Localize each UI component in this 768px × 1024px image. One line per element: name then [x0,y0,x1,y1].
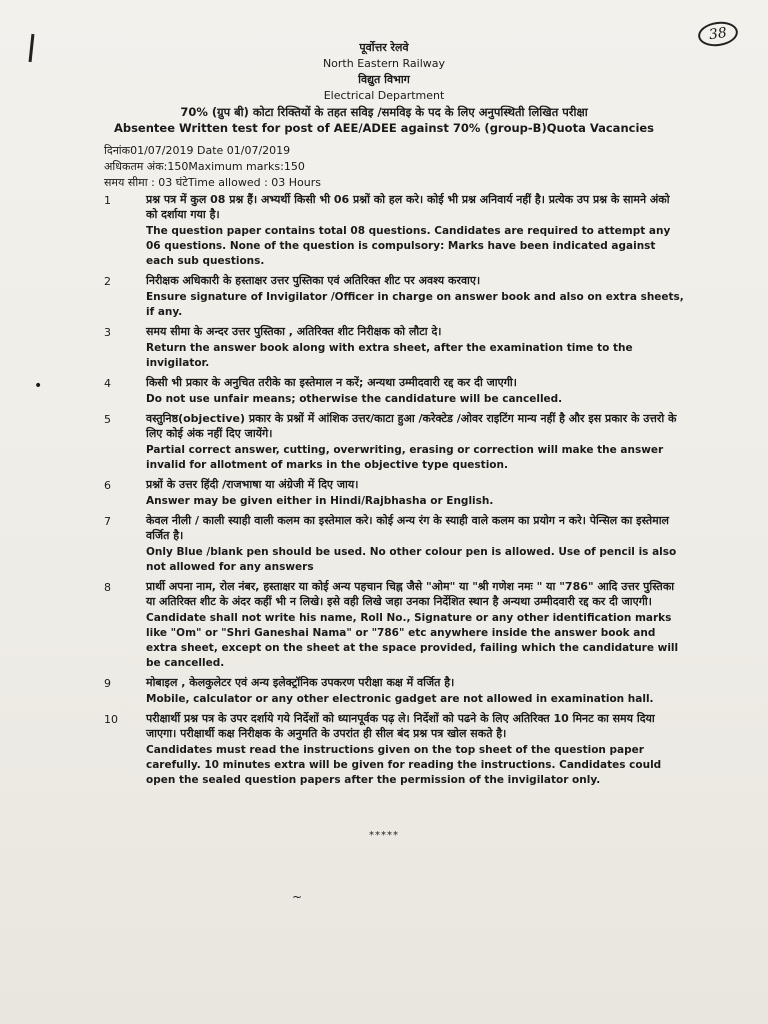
instruction-number: 2 [104,275,111,288]
header-dept-english: Electrical Department [323,89,445,102]
instruction-english: Mobile, calculator or any other electronic gadget are not allowed in examination hall. [146,693,654,705]
instruction-body [146,273,684,320]
scan-mark: • [34,378,43,394]
instruction-body [146,375,684,407]
document-header [0,40,768,136]
instruction-english: Only Blue /blank pen should be used. No other colour pen is allowed. Use of pencil is also not allowed for any answers [146,546,677,573]
instruction-english: Candidates must read the instructions given on the top sheet of the question paper carefully. 10 minutes extra will be given for reading the instructions. Candidates could open the sealed question papers after the permission of the invigilator only. [146,744,662,786]
scan-mark: ~ [292,890,303,904]
instruction-item [104,579,684,671]
header-exam-hindi: 70% (ग्रुप बी) कोटा रिक्तियों के तहत सविइ /समविइ के पद के लिए अनुपस्थिती लिखित परीक्षा [180,105,588,119]
instruction-hindi: निरीक्षक अधिकारी के हस्ताक्षर उत्तर पुस्तिका एवं अतिरिक्त शीट पर अवश्य करवाए। [146,274,481,287]
header-dept-hindi: विद्युत विभाग [358,73,410,86]
instruction-item [104,324,684,371]
instruction-hindi: समय सीमा के अन्दर उत्तर पुस्तिका , अतिरिक्त शीट निरीक्षक को लौटा दे। [146,325,442,338]
instruction-item [104,513,684,575]
instruction-hindi: किसी भी प्रकार के अनुचित तरीके का इस्तेमाल न करें; अन्यथा उम्मीदवारी रद्द कर दी जाएगी। [146,376,517,389]
instruction-hindi: वस्तुनिष्ठ(objective) प्रकार के प्रश्नों में आंशिक उत्तर/काटा हुआ /करेक्टेड /ओवर राइटिंग मान्य नहीं है और इस प्रकार के उत्तरो के लिए कोई अंक नहीं दिए जायेंगे। [146,412,677,440]
instruction-list [104,192,684,792]
instruction-item [104,411,684,473]
instruction-item [104,192,684,269]
instruction-item [104,477,684,509]
instruction-hindi: परीक्षार्थी प्रश्न पत्र के उपर दर्शाये गये निर्देशों को ध्यानपूर्वक पढ़ ले। निर्देशों को पढने के लिए अतिरिक्त 10 मिनट का समय दिया जाएगा। परीक्षार्थी कक्ष निरीक्षक के अनुमति के उपरांत ही सील बंद प्रश्न पत्र खोल सकते है। [146,712,655,740]
instruction-english: Ensure signature of Invigilator /Officer in charge on answer book and also on extra sheets, if any. [146,291,684,318]
instruction-number: 9 [104,677,111,690]
instruction-english: Answer may be given either in Hindi/Rajbhasha or English. [146,495,494,507]
instruction-hindi: प्रार्थी अपना नाम, रोल नंबर, हस्ताक्षर या कोई अन्य पहचान चिह्न जैसे "ओम" या "श्री गणेश नमः " या "786" आदि उत्तर पुस्तिका या अतिरिक्त शीट के अंदर कहीं भी न लिखे। इसे वही लिखे जहा उनका निर्देशित स्थान है अन्यथा उम्मीदवारी रद्द कर दी जाएगी। [146,580,675,608]
instruction-english: Candidate shall not write his name, Roll No., Signature or any other identification marks like "Om" or "Shri Ganeshai Nama" or "786" etc anywhere inside the answer book and extra sheet, except on the sheet at the space provided, failing which the candidature will be cancelled. [146,612,679,669]
instruction-body [146,579,684,671]
header-railway-hindi: पूर्वोत्तर रेलवे [359,41,409,54]
instruction-number: 4 [104,377,111,390]
instruction-hindi: मोबाइल , केलकुलेटर एवं अन्य इलेक्ट्रॉनिक उपकरण परीक्षा कक्ष में वर्जित है। [146,676,455,689]
instruction-body [146,192,684,269]
instruction-hindi: प्रश्न पत्र में कुल 08 प्रश्न हैं। अभ्यर्थी किसी भी 06 प्रश्नों को हल करे। कोई भी प्रश्न अनिवार्य नहीं है। प्रत्येक उप प्रश्न के सामने अंको को दर्शाया गया है। [146,193,670,221]
header-railway-english: North Eastern Railway [322,57,446,70]
instruction-hindi: प्रश्नों के उत्तर हिंदी /राजभाषा या अंग्रेजी में दिए जाय। [146,478,359,491]
exam-marks: अधिकतम अंक:150Maximum marks:150 [104,160,305,173]
instruction-item [104,375,684,407]
instruction-number: 7 [104,515,111,528]
header-exam-english: Absentee Written test for post of AEE/ADEE against 70% (group-B)Quota Vacancies [113,121,655,135]
instruction-item [104,273,684,320]
exam-time: समय सीमा : 03 घंटेTime allowed : 03 Hours [104,176,322,189]
instruction-body [146,324,684,371]
instruction-english: Partial correct answer, cutting, overwriting, erasing or correction will make the answer invalid for allotment of marks in the objective type question. [146,444,664,471]
instruction-body [146,513,684,575]
instruction-number: 10 [104,713,118,726]
instruction-hindi: केवल नीली / काली स्याही वाली कलम का इस्तेमाल करे। कोई अन्य रंग के स्याही वाले कलम का प्रयोग न करे। पेन्सिल का इस्तेमाल वर्जित है। [146,514,670,542]
instruction-number: 3 [104,326,111,339]
exam-date: दिनांक01/07/2019 Date 01/07/2019 [104,144,291,157]
instruction-body [146,711,684,788]
instruction-number: 6 [104,479,111,492]
instruction-item [104,711,684,788]
instruction-body [146,477,684,509]
instruction-number: 8 [104,581,111,594]
instruction-item [104,675,684,707]
instruction-english: Return the answer book along with extra sheet, after the examination time to the invigilator. [146,342,633,369]
instruction-body [146,411,684,473]
instruction-number: 1 [104,194,111,207]
page-number-stamp: 38 [697,19,740,48]
instruction-english: The question paper contains total 08 questions. Candidates are required to attempt any 06 questions. None of the question is compulsory: Marks have been indicated against each sub questions. [146,225,671,267]
instruction-english: Do not use unfair means; otherwise the candidature will be cancelled. [146,393,563,405]
end-marker: ***** [369,830,399,841]
exam-meta [104,143,321,191]
instruction-body [146,675,684,707]
instruction-number: 5 [104,413,111,426]
